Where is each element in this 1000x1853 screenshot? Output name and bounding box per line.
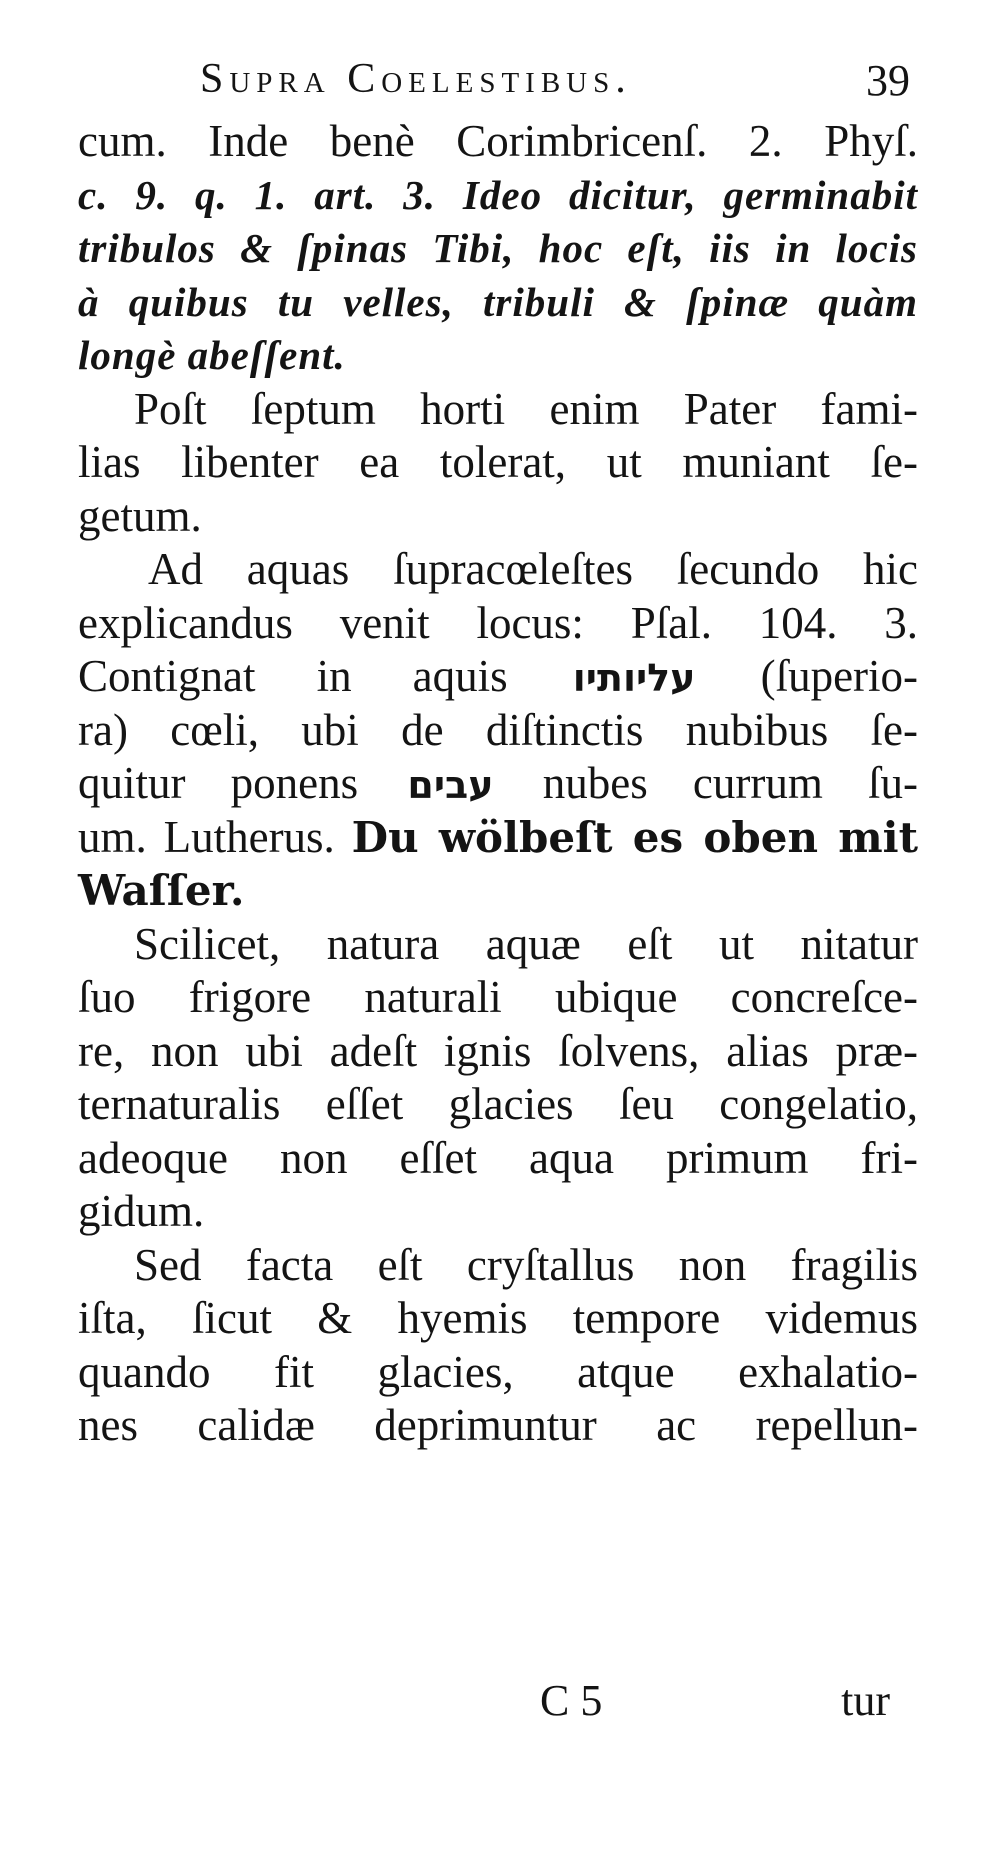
text-line: Ad aquas ſupracœleſtes ſecundo hic <box>148 544 918 594</box>
text-line: gidum. <box>78 1186 205 1236</box>
german-quote-end: Waſſer. <box>78 866 245 915</box>
page-footer <box>540 1675 920 1735</box>
text-line: explicandus venit locus: Pſal. 104. 3. <box>78 597 918 648</box>
text-line: re, non ubi adeſt ignis ſolvens, alias præ- <box>78 1025 918 1076</box>
hebrew-word: עבים <box>407 763 494 807</box>
text-line-part: (ſuperio- <box>760 651 919 701</box>
page-number: 39 <box>866 56 910 105</box>
text-line: Sed facta eſt cryſtallus non fragilis <box>134 1239 918 1290</box>
text-line: quando fit glacies, atque exhalatio- <box>78 1346 918 1397</box>
catchword: tur <box>841 1676 890 1725</box>
text-line <box>78 811 918 865</box>
page-header <box>200 55 920 115</box>
text-line: ternaturalis eſſet glacies ſeu congelatio, <box>78 1079 918 1129</box>
text-line: adeoque non eſſet aqua primum fri- <box>78 1132 918 1183</box>
text-line-part: nubes currum ſu- <box>542 758 919 808</box>
text-line: à quibus tu velles, tribuli & ſpinæ quàm <box>78 278 918 325</box>
text-line: getum. <box>78 490 202 541</box>
running-title: Supra Coelestibus. <box>200 56 632 102</box>
text-line <box>78 650 918 704</box>
text-line-part: um. Lutherus. <box>78 811 335 862</box>
text-line: tribulos & ſpinas Tibi, hoc eſt, iis in locis <box>78 225 918 271</box>
text-line <box>78 757 918 811</box>
text-line-part: cum. Inde benè Corimbricenſ. 2. Phyſ. <box>78 116 918 166</box>
text-line-part: quitur ponens <box>78 758 359 808</box>
german-quote: Du wölbeſt es oben mit <box>351 812 918 862</box>
signature-mark: C 5 <box>540 1676 603 1725</box>
text-line <box>78 115 918 169</box>
text-line: ra) cœli, ubi de diſtinctis nubibus ſe- <box>78 704 918 755</box>
body-text <box>78 115 918 1453</box>
text-line: nes calidæ deprimuntur ac repellun- <box>78 1400 918 1450</box>
text-line: Poſt ſeptum horti enim Pater fami- <box>134 383 918 434</box>
text-line: iſta, ſicut & hyemis tempore videmus <box>78 1293 918 1343</box>
text-line: ſuo frigore naturali ubique concreſce- <box>78 972 918 1022</box>
hebrew-word: עליותיו <box>572 656 696 700</box>
text-line-part: Contignat in aquis <box>78 651 508 701</box>
text-line: longè abeſſent. <box>78 332 346 378</box>
text-line: c. 9. q. 1. art. 3. Ideo dicitur, germinabit <box>78 171 918 218</box>
text-line: lias libenter ea tolerat, ut muniant ſe- <box>78 437 918 487</box>
text-line: Scilicet, natura aquæ eſt ut nitatur <box>134 918 918 969</box>
